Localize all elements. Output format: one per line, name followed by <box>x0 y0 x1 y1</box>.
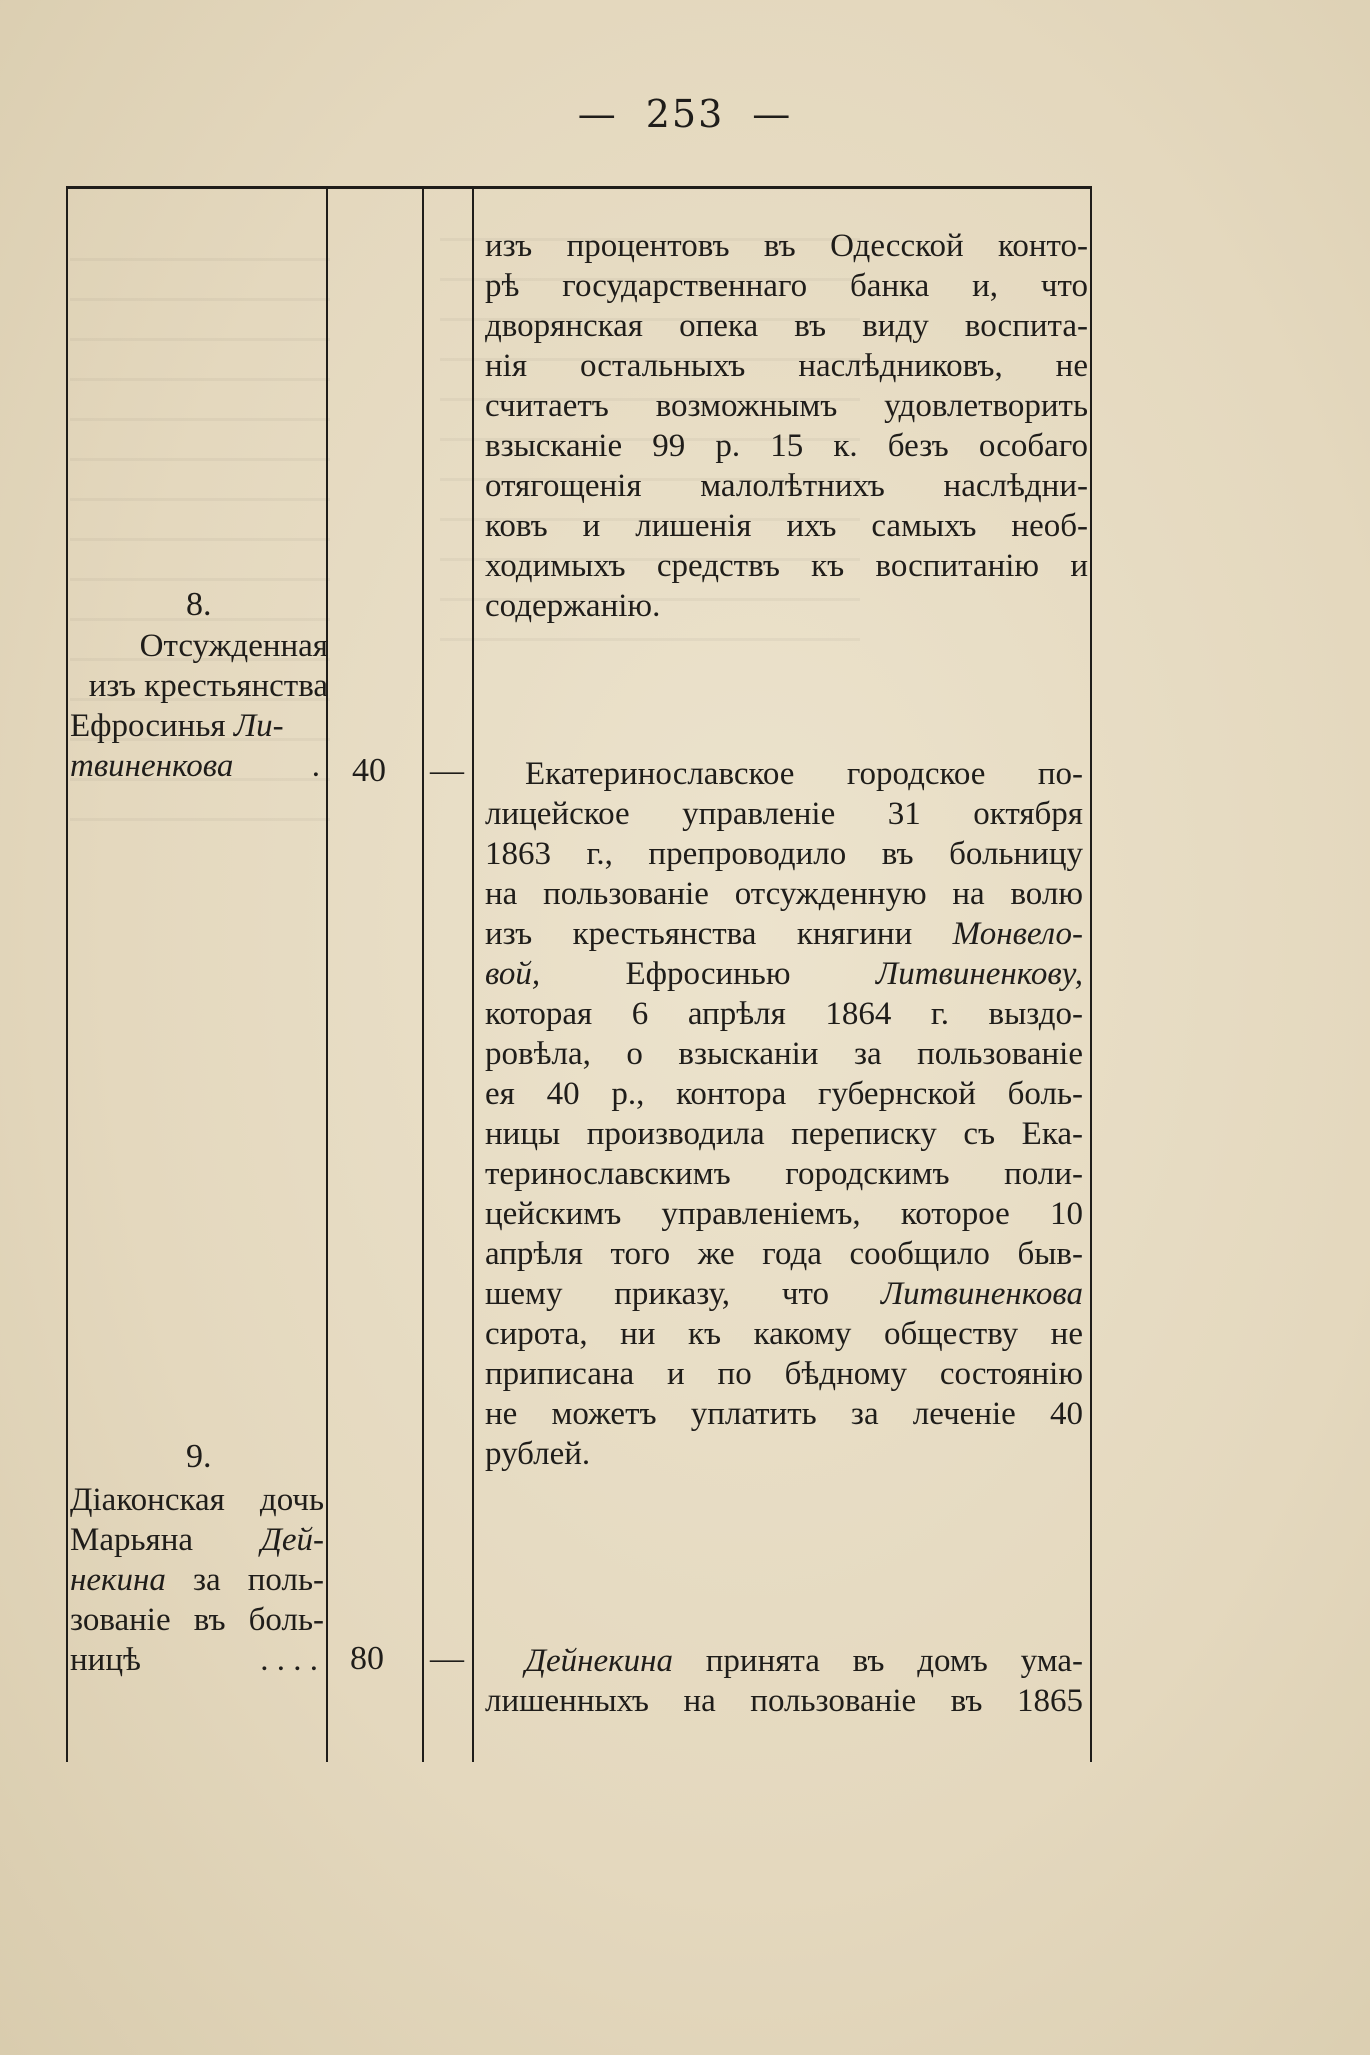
table-top-rule <box>66 186 1092 189</box>
entry-9-dash: — <box>430 1640 464 1677</box>
entry-8-remark-line <box>485 914 1083 954</box>
entry-9-label-line <box>70 1560 324 1600</box>
entry-9-label-line <box>70 1520 324 1560</box>
entry-9-remark-text: принята въ домъ ума- <box>705 1643 1084 1679</box>
entry-9-remarks <box>485 1641 1083 1721</box>
entry-9-label-line <box>70 1640 324 1680</box>
continuation-line: взысканіе 99 р. 15 к. безъ особаго <box>485 428 1088 464</box>
page-number-dash-left: — <box>577 92 618 136</box>
entry-8-number: 8. <box>186 586 212 623</box>
entry-8-remark-line <box>485 1274 1083 1314</box>
page-number-line <box>0 92 1370 136</box>
entry-8-litvinenkova: Литвиненкова <box>880 1276 1083 1312</box>
entry-8-amount: 40 <box>352 752 386 789</box>
entry-8-remark-line: Екатеринославское городское по- <box>525 756 1083 792</box>
continuation-line: ковъ и лишенія ихъ самыхъ необ- <box>485 508 1088 544</box>
entry-9-name-part1: Дей- <box>260 1522 324 1558</box>
continuation-line: дворянская опека въ виду воспита- <box>485 308 1088 344</box>
entry-8-remark-line: рублей. <box>485 1436 591 1472</box>
entry-9-label-line: зованіе въ боль- <box>70 1602 324 1638</box>
entry-8-monvelova-2: вой, <box>485 956 541 992</box>
entry-9-label <box>70 1480 324 1680</box>
entry-8-prikazu: шему приказу, что <box>485 1276 829 1312</box>
entry-8-monvelova-1: Монвело- <box>952 916 1083 952</box>
continuation-line: отягощенія малолѣтнихъ наслѣдни- <box>485 468 1088 504</box>
table-right-rule <box>1090 186 1092 1762</box>
column-rule-1 <box>326 186 328 1762</box>
entry-8-remark-line: приписана и по бѣдному состоянію <box>485 1356 1083 1392</box>
entry-8-remark-line <box>485 954 1083 994</box>
entry-8-label-line: изъ крестьянства <box>88 668 328 704</box>
entry-8-remark-text: изъ крестьянства княгини <box>485 916 953 952</box>
entry-8-remark-line: ровѣла, о взысканіи за пользованіе <box>485 1036 1083 1072</box>
entry-8-efrosinyu: Ефросинью <box>625 956 791 992</box>
entry-8-name-part2: твиненкова <box>70 748 234 784</box>
page-number-dash-right: — <box>752 92 793 136</box>
entry-9-leader: . . . . <box>260 1642 318 1678</box>
entry-9-name-part2: некина <box>70 1562 166 1598</box>
entry-8-label-text: Ефросинья <box>70 708 234 744</box>
entry-8-litvinenkovu: Литвиненкову, <box>875 956 1083 992</box>
entry-8-remark-line: не можетъ уплатить за леченіе 40 <box>485 1396 1083 1432</box>
entry-8-remark-line: которая 6 апрѣля 1864 г. выздо- <box>485 996 1083 1032</box>
entry-8-remark-line: цейскимъ управленіемъ, которое 10 <box>485 1196 1083 1232</box>
entry-8-remark-line: лицейское управленіе 31 октября <box>485 796 1083 832</box>
entry-8-leader: . <box>311 748 320 784</box>
entry-8-label <box>70 626 328 786</box>
entry-9-amount: 80 <box>350 1640 384 1677</box>
entry-9-label-za-pol: за поль- <box>192 1562 324 1598</box>
entry-8-remark-line: ея 40 р., контора губернской боль- <box>485 1076 1083 1112</box>
entry-9-remark-line: лишенныхъ на пользованіе въ 1865 <box>485 1683 1083 1719</box>
entry-9-number: 9. <box>186 1438 212 1475</box>
entry-8-label-line: Отсужденная <box>139 628 328 664</box>
entry-8-remark-line: 1863 г., препроводило въ больницу <box>485 836 1083 872</box>
entry-8-remark-line: сирота, ни къ какому обществу не <box>485 1316 1083 1352</box>
continuation-line: содержанію. <box>485 588 661 624</box>
column-rule-3 <box>472 186 474 1762</box>
entry-8-label-line <box>70 706 328 746</box>
table-left-rule <box>66 186 68 1762</box>
entry-9-label-line: Діаконская дочь <box>70 1482 324 1518</box>
entry-8-remark-line: теринославскимъ городскимъ поли- <box>485 1156 1083 1192</box>
entry-8-dash: — <box>430 752 464 789</box>
entry-9-remark-line <box>485 1641 1083 1681</box>
entry-8-remark-line: апрѣля того же года сообщило быв- <box>485 1236 1083 1272</box>
entry-8-remark-line: ницы производила переписку съ Ека- <box>485 1116 1083 1152</box>
page-number: 253 <box>645 92 725 136</box>
entry-8-label-line <box>70 746 328 786</box>
entry-8-remark-line: на пользованіе отсужденную на волю <box>485 876 1083 912</box>
continuation-line: нія остальныхъ наслѣдниковъ, не <box>485 348 1088 384</box>
continuation-line: изъ процентовъ въ Одесской конто- <box>485 228 1088 264</box>
entry-8-remarks <box>485 754 1083 1474</box>
entry-9-name-text: Дейнекина <box>525 1643 673 1679</box>
entry-9-label-text: ницѣ <box>70 1642 141 1678</box>
continuation-line: ходимыхъ средствъ къ воспитанію и <box>485 548 1088 584</box>
entry-9-label-maryana: Марьяна <box>70 1522 194 1558</box>
entry-8-name-part1: Ли- <box>233 708 284 744</box>
column-rule-2 <box>422 186 424 1762</box>
continuation-text <box>485 226 1088 626</box>
continuation-line: рѣ государственнаго банка и, что <box>485 268 1088 304</box>
continuation-line: считаетъ возможнымъ удовлетворить <box>485 388 1088 424</box>
